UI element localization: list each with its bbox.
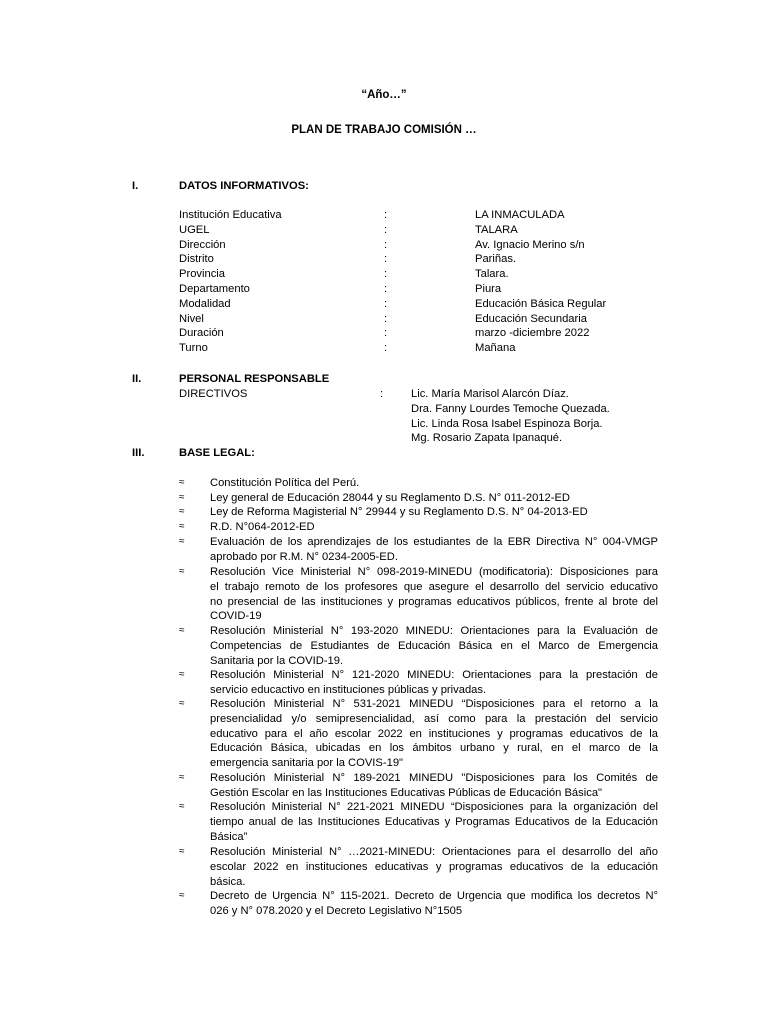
legal-basis-item <box>179 800 658 844</box>
info-label: Duración <box>179 327 224 339</box>
text-line: educativo para el año escolar 2022 en instituciones y programas educativos de la <box>210 727 658 740</box>
legal-basis-item <box>179 771 658 801</box>
bullet-icon: ≈ <box>179 772 185 783</box>
text-line: emergencia sanitaria por la COVIS-19" <box>210 757 404 770</box>
text-line: Resolución Ministerial N° 121-2020 MINEDU: Orientaciones para la prestación de <box>210 669 658 681</box>
legal-basis-item <box>179 668 658 698</box>
info-colon: : <box>384 342 388 354</box>
bullet-icon: ≈ <box>179 477 185 488</box>
legal-basis-item <box>179 520 658 535</box>
legal-basis-item <box>179 697 658 771</box>
text-line: COVID-19 <box>210 610 262 623</box>
legal-basis-item <box>179 491 658 506</box>
bullet-icon: ≈ <box>179 492 185 503</box>
info-colon: : <box>384 239 388 251</box>
text-line: el trabajo remoto de los profesores que asegure el desarrollo del servicio educativo <box>210 580 658 593</box>
legal-basis-text <box>210 491 658 506</box>
bullet-icon: ≈ <box>179 521 185 532</box>
bullet-icon: ≈ <box>179 506 185 517</box>
info-row <box>179 326 699 341</box>
legal-basis-text <box>210 771 658 801</box>
legal-basis-text <box>210 845 658 889</box>
year-heading: “Año…” <box>361 89 407 101</box>
info-value: Mañana <box>475 342 516 354</box>
text-line: no presencial de las instituciones y programas educativos públicos, frente al brote del <box>210 595 658 608</box>
info-value: LA INMACULADA <box>475 209 565 221</box>
info-label: Dirección <box>179 239 226 251</box>
person-name: Lic. Linda Rosa Isabel Espinoza Borja. <box>411 418 603 430</box>
legal-basis-text <box>210 476 658 491</box>
info-label: Distrito <box>179 253 214 265</box>
section-title: DATOS INFORMATIVOS: <box>179 180 309 192</box>
legal-basis-item <box>179 624 658 668</box>
bullet-icon: ≈ <box>179 890 185 901</box>
text-line: servicio educactivo en instituciones públicas y privadas. <box>210 683 487 696</box>
text-line: Resolución Ministerial N° 221-2021 MINEDU “Disposiciones para la organización del <box>210 801 658 813</box>
legal-basis-item <box>179 535 658 565</box>
info-row <box>179 297 699 312</box>
text-line: presencialidad y/o semipresencialidad, así como para la prestación del servicio <box>210 712 658 725</box>
section-number: III. <box>132 447 145 459</box>
info-row <box>179 252 699 267</box>
info-colon: : <box>384 313 388 325</box>
info-row <box>179 312 699 327</box>
legal-basis-text <box>210 697 658 771</box>
info-label: UGEL <box>179 224 210 236</box>
legal-basis-text <box>210 520 658 535</box>
text-line: Decreto de Urgencia N° 115-2021. Decreto de Urgencia que modifica los decretos N° <box>210 890 658 902</box>
info-colon: : <box>384 268 388 280</box>
section-number: I. <box>132 180 139 192</box>
info-label: Departamento <box>179 283 250 295</box>
info-value: Educación Secundaria <box>475 313 587 325</box>
bullet-icon: ≈ <box>179 846 185 857</box>
directivos-row <box>179 417 679 432</box>
text-line: tiempo anual de las Instituciones Educativas y Programas Educativos de la Educación <box>210 815 658 828</box>
info-value: Piura <box>475 283 502 295</box>
legal-basis-text <box>210 800 658 844</box>
text-line: Sanitaria por la COVID-19. <box>210 654 344 667</box>
legal-basis-text <box>210 624 658 668</box>
info-label: Provincia <box>179 268 226 280</box>
legal-basis-text <box>210 565 658 624</box>
info-row <box>179 208 699 223</box>
text-line: aprobado por R.M. N° 0234-2005-ED. <box>210 550 398 563</box>
text-line: 026 y N° 078.2020 y el Decreto Legislativo N°1505 <box>210 904 463 917</box>
legal-basis-item <box>179 565 658 624</box>
info-row <box>179 282 699 297</box>
info-row <box>179 267 699 282</box>
info-row <box>179 223 699 238</box>
legal-basis-text <box>210 889 658 919</box>
text-line: Ley de Reforma Magisterial N° 29944 y su Reglamento D.S. N° 04-2013-ED <box>210 506 588 518</box>
info-value: Talara. <box>475 268 509 280</box>
legal-basis-item <box>179 845 658 889</box>
bullet-icon: ≈ <box>179 669 185 680</box>
bullet-icon: ≈ <box>179 625 185 636</box>
text-line: escolar 2022 en instituciones educativas y programas educativos de la educación <box>210 860 658 873</box>
directivos-colon: : <box>380 388 384 400</box>
text-line: Evaluación de los aprendizajes de los estudiantes de la EBR Directiva N° 004-VMGP <box>210 536 658 548</box>
info-row <box>179 341 699 356</box>
info-value: TALARA <box>475 224 518 236</box>
text-line: Resolución Ministerial N° 193-2020 MINEDU: Orientaciones para la Evaluación de <box>210 625 658 637</box>
text-line: Competencias de Estudiantes de Educación Básica en el Marco de Emergencia <box>210 639 658 652</box>
text-line: Constitución Política del Perú. <box>210 477 360 489</box>
bullet-icon: ≈ <box>179 536 185 547</box>
text-line: Resolución Ministerial N° 189-2021 MINEDU "Disposiciones para los Comités de <box>210 772 658 784</box>
legal-basis-text <box>210 505 658 520</box>
info-label: Institución Educativa <box>179 209 282 221</box>
legal-basis-text <box>210 668 658 698</box>
info-value: Educación Básica Regular <box>475 298 607 310</box>
directivos-row <box>179 402 679 417</box>
text-line: Resolución Ministerial N° 531-2021 MINEDU “Disposiciones para el retorno a la <box>210 698 658 710</box>
text-line: R.D. N°064-2012-ED <box>210 521 315 533</box>
info-colon: : <box>384 224 388 236</box>
section-title: PERSONAL RESPONSABLE <box>179 373 330 385</box>
text-line: Básica” <box>210 830 248 843</box>
text-line: Resolución Vice Ministerial N° 098-2019-MINEDU (modificatoria): Disposiciones para <box>210 566 658 578</box>
person-name: Dra. Fanny Lourdes Temoche Quezada. <box>411 403 610 415</box>
info-row <box>179 238 699 253</box>
legal-basis-text <box>210 535 658 565</box>
info-colon: : <box>384 327 388 339</box>
info-value: Pariñas. <box>475 253 517 265</box>
bullet-icon: ≈ <box>179 801 185 812</box>
section-title: BASE LEGAL: <box>179 447 255 459</box>
text-line: básica. <box>210 875 246 888</box>
legal-basis-item <box>179 505 658 520</box>
info-label: Modalidad <box>179 298 231 310</box>
text-line: Resolución Ministerial N° …2021-MINEDU: Orientaciones para el desarrollo del año <box>210 846 658 858</box>
directivos-row <box>179 431 679 446</box>
document-title: PLAN DE TRABAJO COMISIÓN … <box>291 124 477 136</box>
person-name: Mg. Rosario Zapata Ipanaqué. <box>411 432 563 444</box>
bullet-icon: ≈ <box>179 566 185 577</box>
directivos-row <box>179 387 679 402</box>
info-colon: : <box>384 253 388 265</box>
info-colon: : <box>384 298 388 310</box>
info-value: marzo -diciembre 2022 <box>475 327 590 339</box>
person-name: Lic. María Marisol Alarcón Díaz. <box>411 388 569 400</box>
legal-basis-item <box>179 476 658 491</box>
info-colon: : <box>384 209 388 221</box>
section-number: II. <box>132 373 142 385</box>
text-line: Gestión Escolar en las Instituciones Educativas Públicas de Educación Básica" <box>210 786 603 799</box>
legal-basis-item <box>179 889 658 919</box>
text-line: Educación Básica, ubicadas en los ámbitos urbano y rural, en el marco de la <box>210 742 658 755</box>
bullet-icon: ≈ <box>179 698 185 709</box>
info-label: Turno <box>179 342 208 354</box>
directivos-label: DIRECTIVOS <box>179 388 248 400</box>
info-value: Av. Ignacio Merino s/n <box>475 239 585 251</box>
info-label: Nivel <box>179 313 204 325</box>
text-line: Ley general de Educación 28044 y su Reglamento D.S. N° 011-2012-ED <box>210 492 570 504</box>
info-colon: : <box>384 283 388 295</box>
